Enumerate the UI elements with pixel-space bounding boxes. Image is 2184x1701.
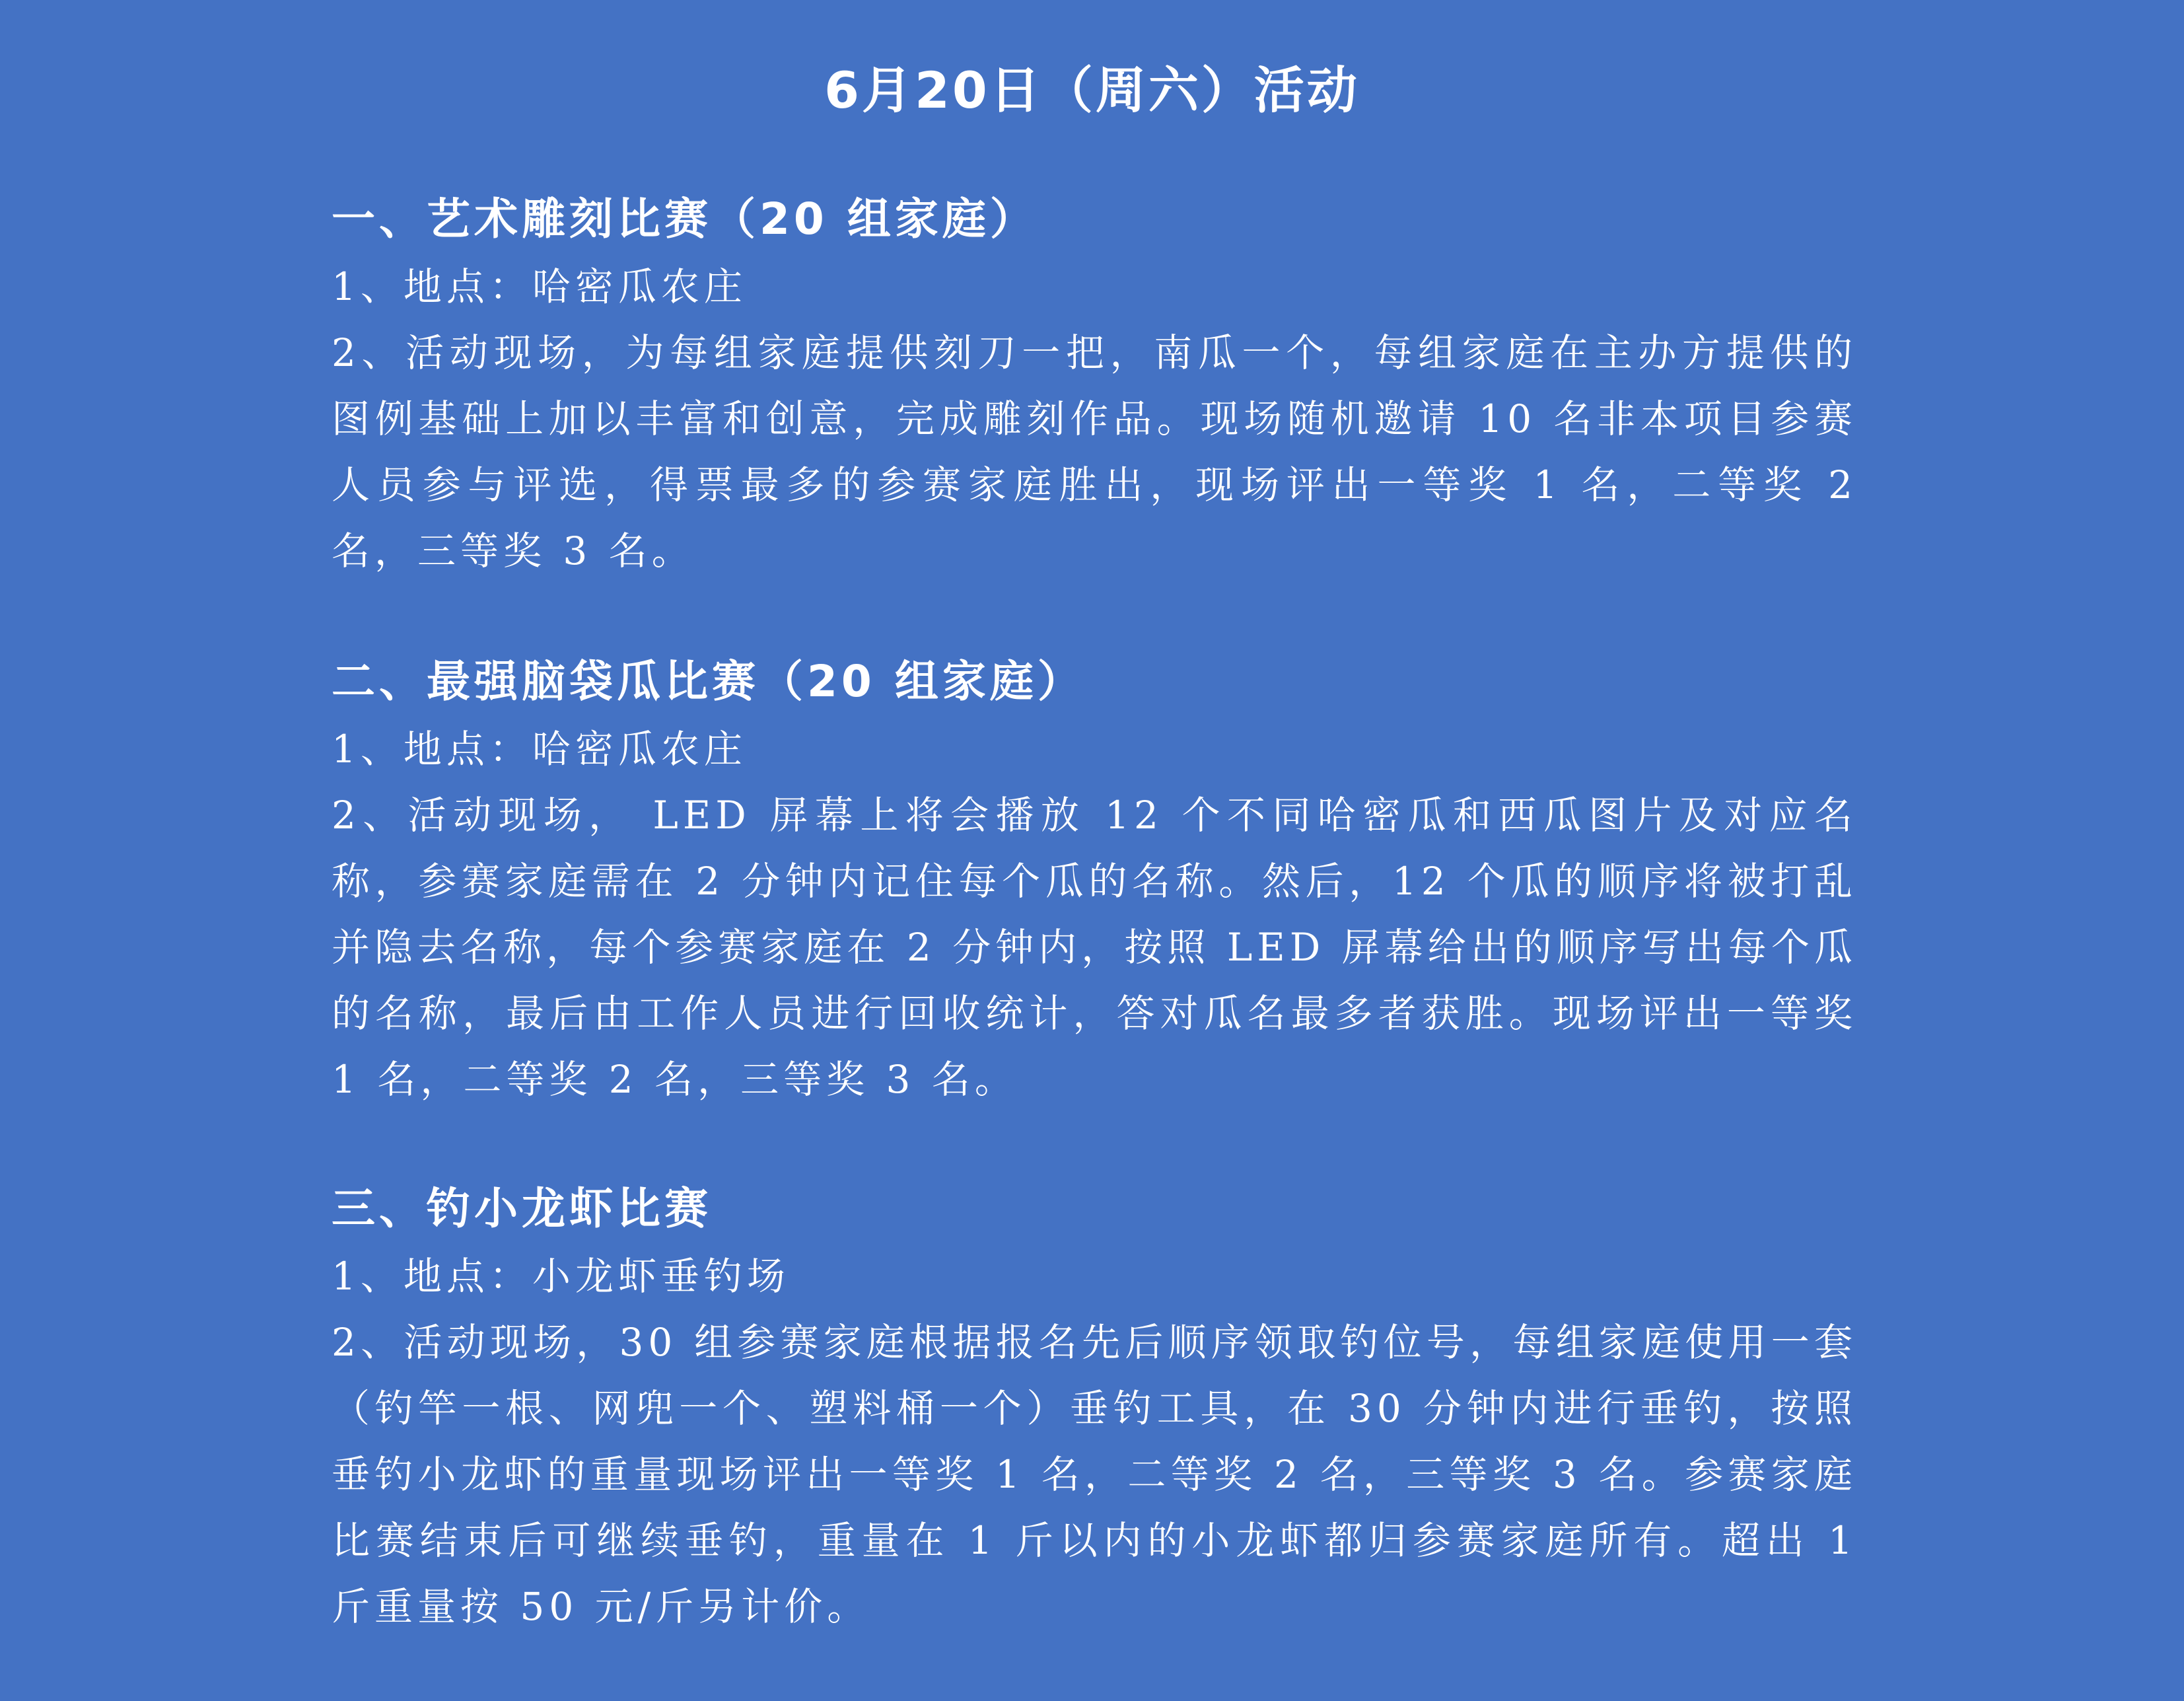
section-heading: 一、艺术雕刻比赛（20 组家庭） — [332, 194, 1038, 244]
section-location: 1、地点：哈密瓜农庄 — [332, 727, 747, 772]
section-crayfish-fishing — [332, 1176, 1857, 1640]
section-description: 2、活动现场， LED 屏幕上将会播放 12 个不同哈密瓜和西瓜图片及对应名称，参赛家庭需在 2 分钟内记住每个瓜的名称。然后，12 个瓜的顺序将被打乱并隐去名称，每个参赛家庭在 2 分钟内，按照 LED 屏幕给出的顺序写出每个瓜的名称，最后由工作人员进行回收统计，答对瓜名最多者获胜。现场评出一等奖 1 名，二等奖 2 名，三等奖 3 名。 — [332, 793, 1857, 1102]
section-art-carving — [332, 186, 1857, 584]
section-heading: 二、最强脑袋瓜比赛（20 组家庭） — [332, 656, 1085, 707]
section-heading: 三、钓小龙虾比赛 — [332, 1183, 712, 1234]
section-strongest-brain — [332, 649, 1857, 1112]
section-description: 2、活动现场，为每组家庭提供刻刀一把，南瓜一个，每组家庭在主办方提供的图例基础上加以丰富和创意，完成雕刻作品。现场随机邀请 10 名非本项目参赛人员参与评选，得票最多的参赛家庭胜出，现场评出一等奖 1 名，二等奖 2 名，三等奖 3 名。 — [332, 330, 1857, 573]
page-title: 6月20日（周六）活动 — [824, 61, 1360, 120]
section-location: 1、地点：哈密瓜农庄 — [332, 264, 747, 309]
section-description: 2、活动现场，30 组参赛家庭根据报名先后顺序领取钓位号，每组家庭使用一套（钓竿一根、网兜一个、塑料桶一个）垂钓工具，在 30 分钟内进行垂钓，按照垂钓小龙虾的重量现场评出一等奖 1 名，二等奖 2 名，三等奖 3 名。参赛家庭比赛结束后可继续垂钓，重量在 1 斤以内的小龙虾都归参赛家庭所有。超出 1 斤重量按 50 元/斤另计价。 — [332, 1320, 1857, 1629]
section-location: 1、地点：小龙虾垂钓场 — [332, 1254, 790, 1299]
